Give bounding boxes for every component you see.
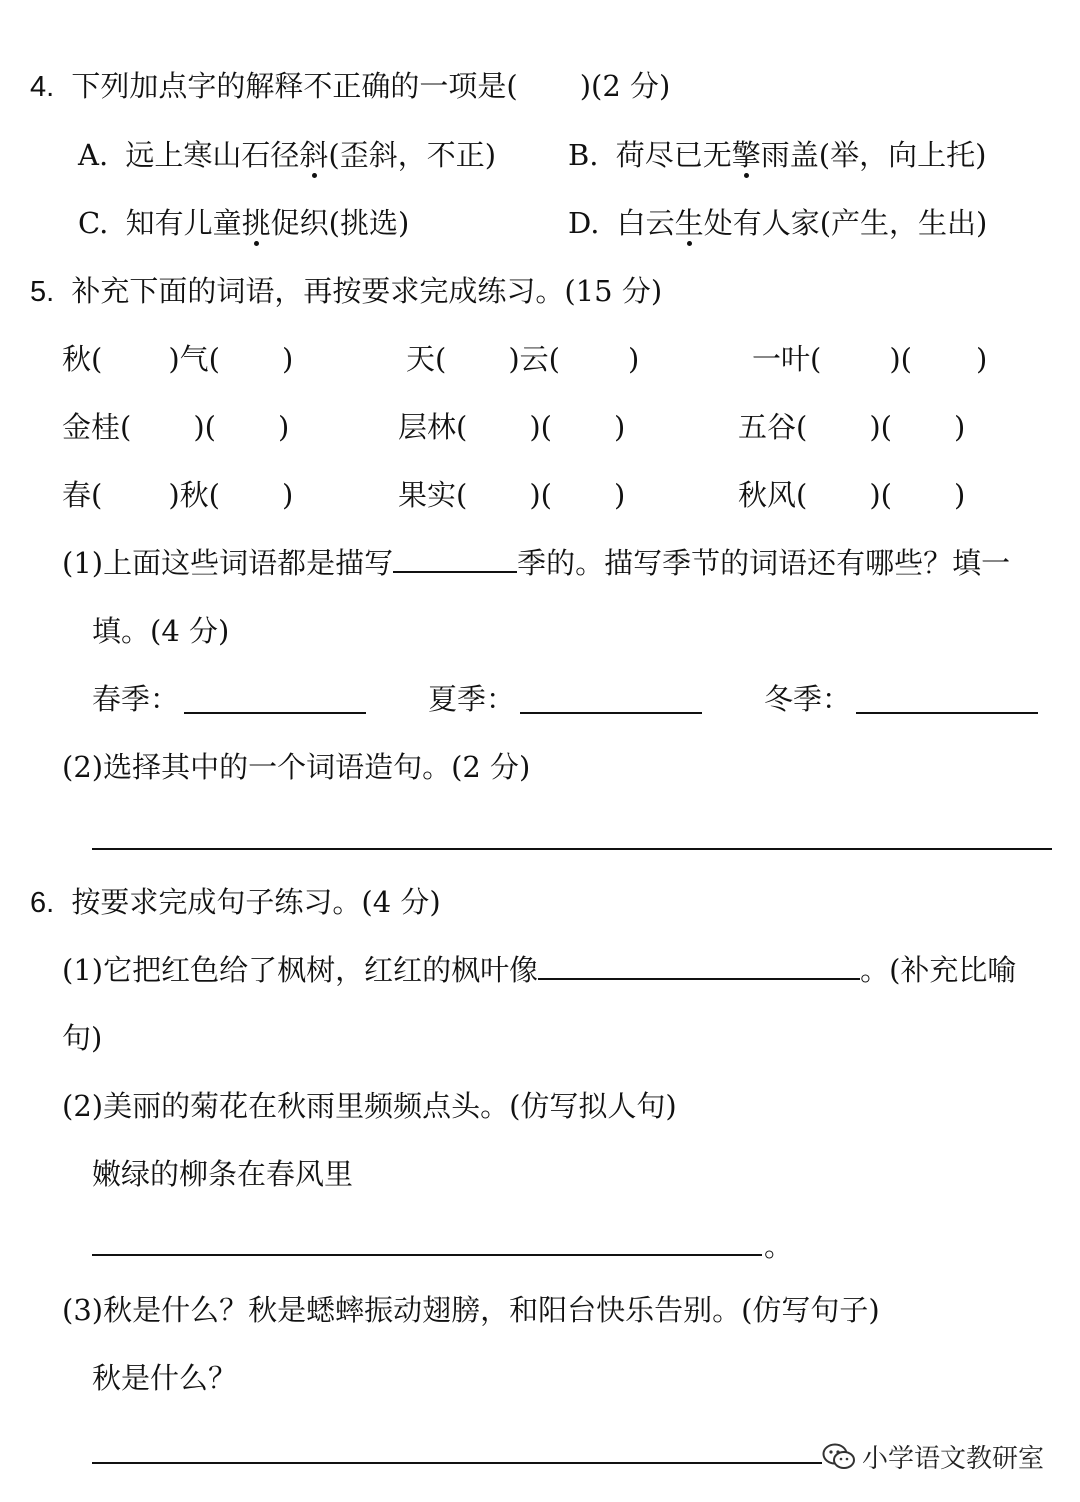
summer-label: 夏季： (428, 682, 516, 716)
word-part: )( (889, 342, 912, 376)
q5-sub2: (2)选择其中的一个词语造句。(2 分) (62, 750, 531, 784)
word-part: )云( (508, 342, 560, 376)
word-part: ) (953, 410, 966, 444)
q6-sub1 (62, 952, 1016, 988)
dotted-char: 擎 (731, 138, 761, 172)
winter-answer-line[interactable] (856, 712, 1038, 714)
personification-answer-line[interactable] (92, 1254, 762, 1256)
q4-option-c (78, 205, 409, 241)
word-part: ) (613, 410, 626, 444)
q6-sub2-prompt: 嫩绿的柳条在春风里 (92, 1157, 354, 1191)
q5-sub1-text-post: 季的。描写季节的词语还有哪些？填一 (517, 546, 1011, 580)
option-letter: D. (568, 206, 600, 240)
q6-sub3: (3)秋是什么？秋是蟋蟀振动翅膀，和阳台快乐告别。(仿写句子) (62, 1293, 880, 1327)
q5-sub1 (62, 545, 1010, 581)
q5-number: 5. (30, 276, 55, 308)
word-part: )( (869, 410, 892, 444)
option-text-post: 促织(挑选) (270, 206, 410, 240)
word-item (62, 477, 293, 513)
word-part: )秋( (168, 478, 220, 512)
option-text-pre: 远上寒山石径 (125, 138, 300, 172)
word-item (398, 477, 625, 513)
word-part: 五谷( (738, 410, 808, 444)
word-part: 天( (406, 342, 447, 376)
season-blank[interactable] (393, 545, 517, 573)
option-text-pre: 白云 (616, 206, 675, 240)
word-part: ) (281, 478, 294, 512)
word-part: )( (529, 478, 552, 512)
word-item (62, 409, 289, 445)
option-text-pre: 知有儿童 (125, 206, 242, 240)
word-item (738, 477, 965, 513)
option-letter: A. (78, 138, 109, 172)
option-text-post: 雨盖(举，向上托) (760, 138, 987, 172)
word-part: 秋( (62, 342, 103, 376)
q6-number: 6. (30, 887, 55, 919)
q6-sub1-line2: 句) (62, 1021, 103, 1055)
word-item (738, 409, 965, 445)
simile-blank[interactable] (538, 952, 860, 980)
imitation-answer-line[interactable] (92, 1462, 822, 1464)
winter-label: 冬季： (764, 682, 852, 716)
q6-stem (30, 884, 441, 921)
word-part: 金桂( (62, 410, 132, 444)
q6-stem-text: 按要求完成句子练习。(4 分) (71, 885, 441, 919)
q4-option-b (568, 137, 986, 173)
dotted-char: 生 (674, 206, 704, 240)
word-part: ) (627, 342, 640, 376)
dotted-char: 挑 (241, 206, 271, 240)
q4-option-d (568, 205, 987, 241)
q6-sub2-end: 。 (764, 1229, 794, 1263)
q5-sub1-line2: 填。(4 分) (92, 614, 230, 648)
word-part: 果实( (398, 478, 468, 512)
dotted-char: 斜 (299, 138, 329, 172)
q6-sub2: (2)美丽的菊花在秋雨里频频点头。(仿写拟人句) (62, 1089, 677, 1123)
option-letter: C. (78, 206, 109, 240)
word-part: 一叶( (752, 342, 822, 376)
word-part: ) (613, 478, 626, 512)
word-part: ) (281, 342, 294, 376)
q4-stem-text: 下列加点字的解释不正确的一项是( (71, 69, 518, 103)
q5-stem (30, 273, 662, 310)
q4-number: 4. (30, 71, 55, 103)
word-part: )气( (168, 342, 220, 376)
q6-sub3-prompt: 秋是什么？ (92, 1361, 238, 1395)
word-part: 秋风( (738, 478, 808, 512)
word-item (62, 341, 293, 377)
word-part: ) (277, 410, 290, 444)
word-part: )( (193, 410, 216, 444)
word-part: 春( (62, 478, 103, 512)
option-text-post: 处有人家(产生，生出) (703, 206, 988, 240)
word-part: )( (869, 478, 892, 512)
word-part: ) (953, 478, 966, 512)
q6-sub1-text-post: 。(补充比喻 (860, 953, 1017, 987)
wechat-icon (822, 1442, 856, 1472)
q5-sub1-text: (1)上面这些词语都是描写 (62, 546, 394, 580)
option-letter: B. (568, 138, 599, 172)
word-item (752, 341, 987, 377)
sentence-answer-line[interactable] (92, 848, 1052, 850)
word-item (398, 409, 625, 445)
word-part: ) (975, 342, 988, 376)
watermark-text: 小学语文教研室 (861, 1444, 1044, 1474)
spring-label: 春季： (92, 682, 180, 716)
q4-stem-end: )(2 分) (579, 69, 671, 103)
option-text-post: (歪斜，不正) (328, 138, 497, 172)
q6-sub1-text: (1)它把红色给了枫树，红红的枫叶像 (62, 953, 539, 987)
word-item (406, 341, 639, 377)
word-part: )( (529, 410, 552, 444)
option-text-pre: 荷尽已无 (615, 138, 732, 172)
q5-stem-text: 补充下面的词语，再按要求完成练习。(15 分) (71, 274, 663, 308)
q4-option-a (78, 137, 496, 173)
word-part: 层林( (398, 410, 468, 444)
watermark (822, 1438, 1044, 1475)
spring-answer-line[interactable] (184, 712, 366, 714)
summer-answer-line[interactable] (520, 712, 702, 714)
q4-stem (30, 68, 670, 105)
